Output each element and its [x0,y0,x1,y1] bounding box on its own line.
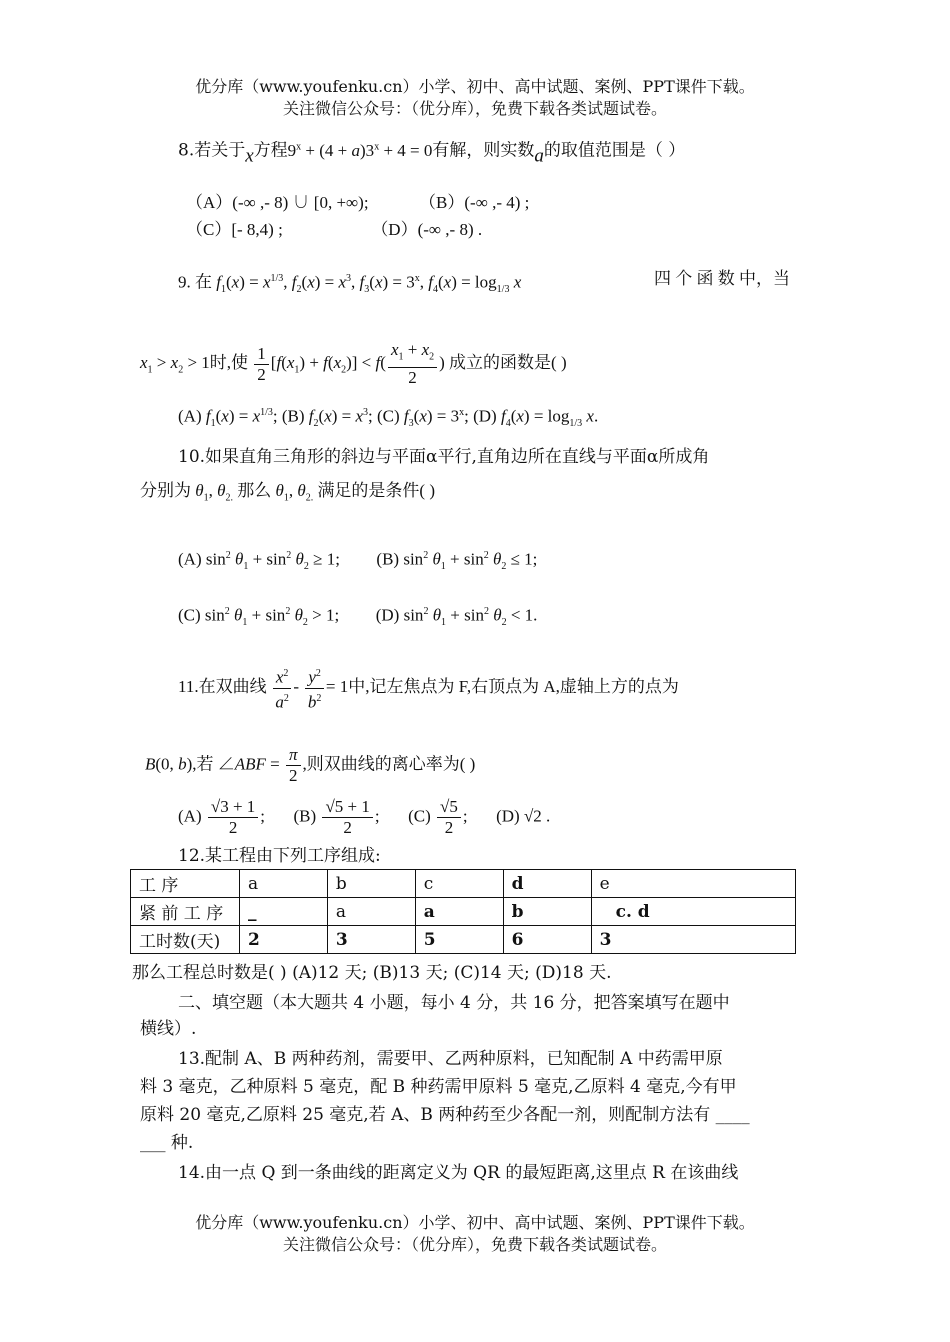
q13-line1: 13.配制 A、B 两种药剂，需要甲、乙两种原料，已知配制 A 中药需甲原 [178,1049,723,1069]
q9-stem: 9. 在 $f_1(x) = x^{1/3}$, $f_2(x) = x^3$, $f_3(x) = 3^x$, $f_4(x) = \log_{1/3} x$ 四 个 函 数 中，当 [178,269,790,296]
page-header-line1: 优分库（www.youfenku.cn）小学、初中、高中试题、案例、PPT课件下载。 [195,77,755,96]
table-cell: e [591,870,795,898]
q8-options-ab: （A）(-∞ ,- 8) ∪ [0, +∞); （B）(-∞ ,- 4) ; [186,193,530,212]
q12-stem: 12.某工程由下列工序组成: [178,846,381,866]
page-footer-line1: 优分库（www.youfenku.cn）小学、初中、高中试题、案例、PPT课件下载。 [195,1213,755,1232]
table-cell: 5 [415,926,503,954]
q12-answer-options: 那么工程总时数是( ) (A)12 天; (B)13 天; (C)14 天; (D)18 天. [132,963,612,983]
table-cell: _ [240,898,328,926]
table-row [131,870,796,898]
q13-line3: 原料 20 毫克,乙原料 25 毫克,若 A、B 两种药至少各配一剂，则配制方法有 ____ [140,1105,750,1125]
q10-line2: 分别为 $\theta_1$, $\theta_{2.}$ 那么 $\theta_1$, $\theta_{2.}$ 满足的是条件( ) [140,481,436,504]
q8-options-cd: （C）[- 8,4) ; （D）(-∞ ,- 8) . [186,220,483,239]
process-table [130,869,796,954]
q8-stem: 8.若关于x方程$9^x + (4 + a)3^x + 4 = 0$有解，则实数a的取值范围是（ ） [178,140,686,167]
section2-line1: 二、填空题（本大题共 4 小题，每小 4 分，共 16 分，把答案填写在题中 [178,993,730,1013]
q10-options-cd: (C) $\sin^2 \theta_1 + \sin^2 \theta_2 > 1$; (D) $\sin^2 \theta_1 + \sin^2 \theta_2 < 1$. [178,605,538,629]
table-row [131,898,796,926]
table-cell: 工时数(天) [131,926,240,954]
page-footer-line2: 关注微信公众号：（优分库），免费下载各类试题试卷。 [282,1235,667,1254]
table-cell: b [503,898,591,926]
table-cell: 工 序 [131,870,240,898]
q13-line2: 料 3 毫克，乙种原料 5 毫克，配 B 种药需甲原料 5 毫克,乙原料 4 毫克,今有甲 [140,1077,737,1097]
q10-options-ab: (A) $\sin^2 \theta_1 + \sin^2 \theta_2 \ge 1$; (B) $\sin^2 \theta_1 + \sin^2 \theta_2 \le 1$; [178,549,538,573]
table-cell: 2 [240,926,328,954]
table-cell: c. d [591,898,795,926]
q10-line1: 10.如果直角三角形的斜边与平面α平行,直角边所在直线与平面α所成角 [178,447,710,467]
q11-line2: B(0, b),若 ∠ABF = $\frac{\pi}{2}$ ,则双曲线的离心率为( ) [145,745,476,785]
page-header-line2: 关注微信公众号：（优分库），免费下载各类试题试卷。 [282,99,667,118]
table-cell: 3 [591,926,795,954]
q11-options: (A) $\frac{√3 + 1}{2}$ ; (B) $\frac{√5 + 1}{2}$ ; (C) $\frac{√5}{2}$ ; (D) √2 . [178,797,551,837]
q13-line4: ___ 种. [140,1133,194,1153]
table-cell: 紧 前 工 序 [131,898,240,926]
table-row [131,926,796,954]
q11-stem: 11.在双曲线 $\frac{x^2}{a^2}$ - $\frac{y^2}{b^2}$ = 1中,记左焦点为 F,右顶点为 A,虚轴上方的点为 [178,664,790,712]
table-cell: a [415,898,503,926]
q9-condition: $x_1 > x_2 > 1$时,使 $\frac{1}{2}$ $[f(x_1) + f(x_2)] < f$( $\frac{x_1 + x_2}{2}$ ) 成立的函数是( ) [140,340,567,388]
table-cell: b [327,870,415,898]
table-cell: a [327,898,415,926]
q9-options: (A) $f_1(x) = x^{1/3}$; (B) $f_2(x) = x^3$; (C) $f_3(x) = 3^x$; (D) $f_4(x) = \log_{1/3} x$. [178,406,599,430]
section2-line2: 横线）. [140,1019,197,1039]
table-cell: a [240,870,328,898]
table-cell: 3 [327,926,415,954]
q14-line1: 14.由一点 Q 到一条曲线的距离定义为 QR 的最短距离,这里点 R 在该曲线 [178,1163,739,1183]
table-cell: d [503,870,591,898]
table-cell: 6 [503,926,591,954]
table-cell: c [415,870,503,898]
